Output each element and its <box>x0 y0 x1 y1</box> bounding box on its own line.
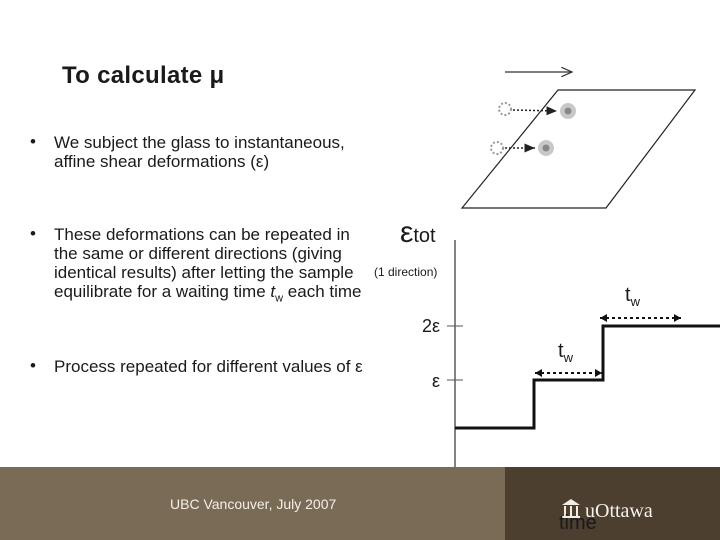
slide-title: To calculate μ <box>62 62 225 89</box>
particle-pair-lower <box>491 140 554 156</box>
sheared-box <box>462 90 695 208</box>
bullet-marker: • <box>30 356 36 375</box>
bullet-text-repeat: These deformations can be repeated in the same or different directions (giving identical results) after letting the sample equilibrate for a waiting time $t_w$ each time <box>54 225 362 305</box>
tw-label-upper: $t_w$ <box>625 284 640 309</box>
eps-tot-label: εtot <box>400 216 436 249</box>
bullet-marker: • <box>30 224 36 243</box>
direction-note: (1 direction) <box>374 265 438 279</box>
time-axis-label: time <box>559 512 597 534</box>
bullet-text-process: Process repeated for different values of ε <box>54 357 363 376</box>
bullet-marker: • <box>30 132 36 151</box>
tw-label-lower: $t_w$ <box>558 340 573 365</box>
footer-text: UBC Vancouver, July 2007 <box>170 496 337 512</box>
strain-step-curve <box>455 326 720 428</box>
bullet-text-shear: We subject the glass to instantaneous, affine shear deformations (ε) <box>54 133 345 171</box>
tick-label-2eps: 2ε <box>422 316 441 336</box>
particle-pair-upper <box>499 103 576 119</box>
tick-label-eps: ε <box>432 371 441 391</box>
uottawa-logo: uOttawa <box>585 500 653 522</box>
